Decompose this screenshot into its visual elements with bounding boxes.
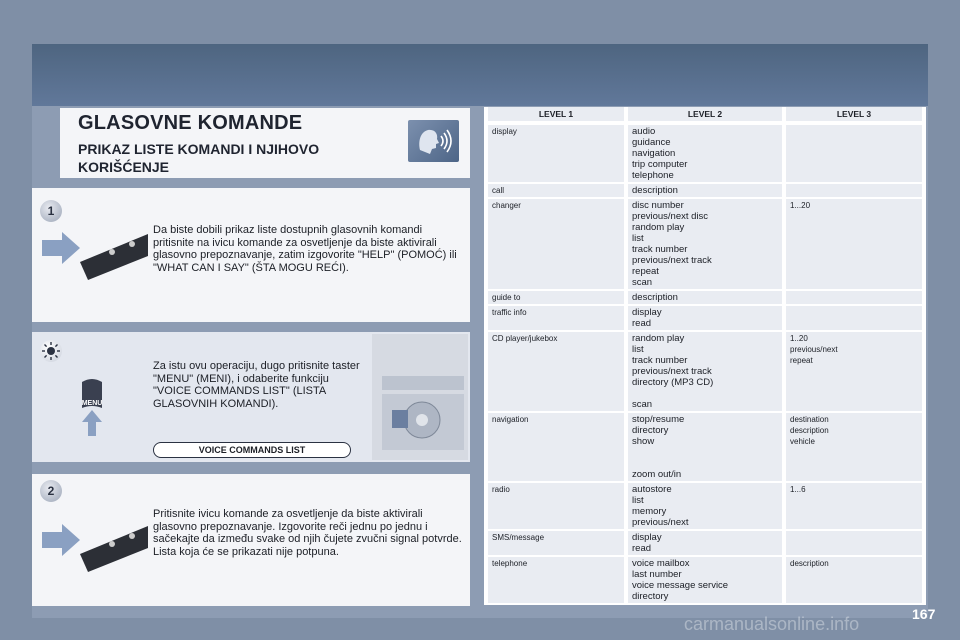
table-cell-bg — [786, 483, 922, 529]
level2-cell: previous/next track — [632, 366, 712, 377]
table-cell-bg — [786, 125, 922, 182]
lighting-stalk-icon — [40, 514, 150, 574]
level2-cell: disc number — [632, 200, 684, 211]
level1-cell: SMS/message — [492, 533, 545, 542]
lighting-stalk-icon — [40, 222, 150, 282]
level2-cell: scan — [632, 399, 653, 410]
level2-cell: display — [632, 532, 662, 543]
level1-cell: display — [492, 127, 517, 136]
level2-cell: read — [632, 543, 652, 554]
level2-cell: list — [632, 344, 644, 355]
level3-cell: 1..20 — [790, 334, 808, 343]
menu-button-illustration — [80, 378, 104, 436]
top-banner — [32, 44, 928, 106]
level2-cell: guidance — [632, 137, 671, 148]
level2-cell: navigation — [632, 148, 676, 159]
level2-cell: random play — [632, 222, 685, 233]
table-cell-bg — [786, 184, 922, 197]
level2-cell: list — [632, 495, 644, 506]
level1-cell: CD player/jukebox — [492, 334, 558, 343]
level3-cell: vehicle — [790, 437, 815, 446]
level3-cell: 1...20 — [790, 201, 811, 210]
alt-text: Za istu ovu operaciju, dugo pritisnite taster "MENU" (MENI), i odaberite funkciju "VOICE COMMANDS LIST" (LISTA GLASOVNIH KOMANDI). — [153, 360, 360, 410]
table-cell-bg — [786, 291, 922, 304]
sun-icon — [40, 340, 62, 362]
level2-cell: track number — [632, 355, 688, 366]
level2-cell: autostore — [632, 484, 672, 495]
table-cell-bg — [786, 531, 922, 555]
level1-cell: guide to — [492, 293, 521, 302]
level3-cell: repeat — [790, 356, 813, 365]
voice-commands-list-button[interactable]: VOICE COMMANDS LIST — [153, 442, 351, 458]
level2-cell: display — [632, 307, 662, 318]
level1-cell: telephone — [492, 559, 528, 568]
level2-cell: stop/resume — [632, 414, 685, 425]
level3-cell: description — [790, 426, 829, 435]
level1-cell: radio — [492, 485, 510, 494]
page-subtitle: PRIKAZ LISTE KOMANDI I NJIHOVO KORIŠĆENJE — [78, 141, 320, 175]
level2-cell: description — [632, 292, 678, 303]
header-level3: LEVEL 3 — [786, 107, 922, 121]
level2-cell: scan — [632, 277, 653, 288]
level2-cell: list — [632, 233, 644, 244]
level3-cell: destination — [790, 415, 829, 424]
step2-badge: 2 — [40, 480, 62, 502]
level2-cell: random play — [632, 333, 685, 344]
watermark: carmanualsonline.info — [684, 614, 860, 634]
level2-cell: memory — [632, 506, 667, 517]
level2-cell: voice message service — [632, 580, 729, 591]
level2-cell: description — [632, 185, 678, 196]
level2-cell: repeat — [632, 266, 659, 277]
voice-recognition-icon — [408, 120, 459, 162]
level2-cell: last number — [632, 569, 682, 580]
page-number: 167 — [912, 606, 936, 622]
level1-cell: call — [492, 186, 505, 195]
header-level1: LEVEL 1 — [488, 107, 624, 121]
level1-cell: changer — [492, 201, 521, 210]
level2-cell: directory — [632, 591, 669, 602]
level2-cell: directory (MP3 CD) — [632, 377, 714, 388]
level2-cell: audio — [632, 126, 656, 137]
page-title: GLASOVNE KOMANDE — [78, 112, 303, 134]
level2-cell: previous/next — [632, 517, 689, 528]
level3-cell: previous/next — [790, 345, 838, 354]
header-level2: LEVEL 2 — [628, 107, 782, 121]
commands-table — [484, 107, 926, 605]
level2-cell: previous/next disc — [632, 211, 709, 222]
level2-cell: show — [632, 436, 655, 447]
level2-cell: previous/next track — [632, 255, 712, 266]
step2-text: Pritisnite ivicu komande za osvetljenje da biste aktivirali glasovno prepoznavanje. Izgovorite reči jednu po jednu i sačekajte da između svake od njih čujete zvučni signal potvrde. Lista koja će se prikazati nije potpuna. — [153, 508, 462, 558]
level2-cell: voice mailbox — [632, 558, 690, 569]
level2-cell: telephone — [632, 170, 674, 181]
table-cell-bg — [488, 184, 624, 197]
menu-label: MENU — [81, 400, 103, 407]
radio-panel-illustration — [372, 334, 468, 460]
step1-badge: 1 — [40, 200, 62, 222]
tip-badge — [40, 340, 62, 362]
table-cell-bg — [488, 199, 624, 289]
table-cell-bg — [786, 306, 922, 330]
level1-cell: navigation — [492, 415, 529, 424]
level1-cell: traffic info — [492, 308, 527, 317]
level2-cell: zoom out/in — [632, 469, 682, 480]
table-cell-bg — [786, 199, 922, 289]
level2-cell: trip computer — [632, 159, 688, 170]
level3-cell: 1...6 — [790, 485, 806, 494]
level2-cell: track number — [632, 244, 688, 255]
step1-text: Da biste dobili prikaz liste dostupnih glasovnih komandi pritisnite na ivicu komande za osvetljenje da biste aktivirali glasovno prepoznavanje, zatim izgovorite "HELP" (POMOĆ) ili "WHAT CAN I SAY" (ŠTA MOGU REĆI). — [153, 224, 457, 274]
level2-cell: read — [632, 318, 652, 329]
level3-cell: description — [790, 559, 829, 568]
level2-cell: directory — [632, 425, 669, 436]
